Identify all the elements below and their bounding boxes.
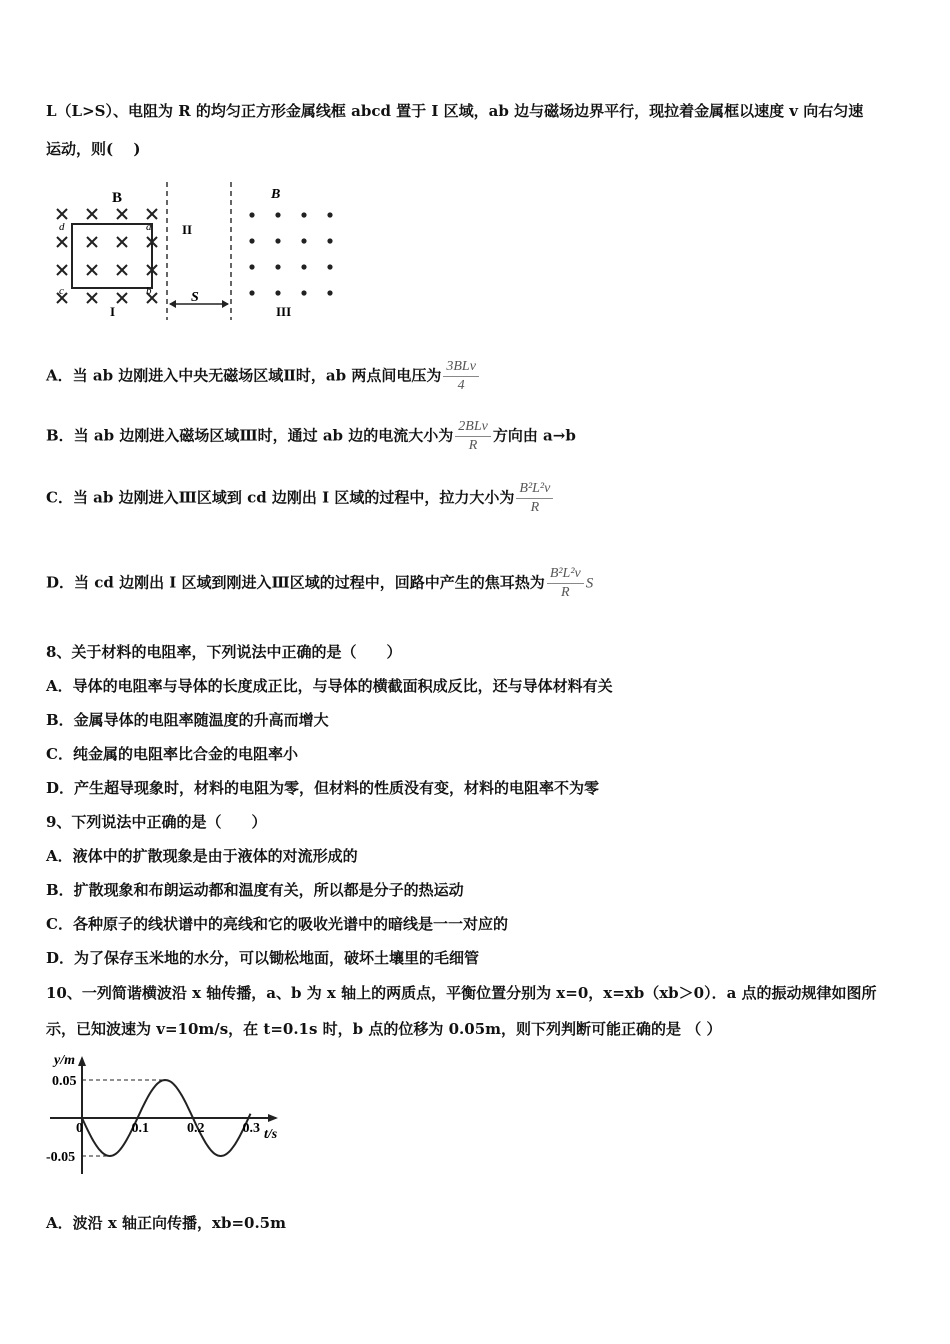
- label-corner-a: a: [146, 221, 152, 233]
- q7-option-b-text: B．当 ab 边刚进入磁场区域Ⅲ时，通过 ab 边的电流大小为: [46, 426, 454, 445]
- q9-stem: 9、下列说法中正确的是（ ）: [46, 813, 267, 831]
- label-corner-b: b: [146, 285, 152, 297]
- x-tick-label: 0: [76, 1121, 83, 1136]
- fraction-numerator: B²L²v: [516, 480, 553, 499]
- label-b-field-1: B: [112, 190, 123, 206]
- label-gap-s: S: [191, 290, 199, 305]
- q7-intro-line1: L（L>S）、电阻为 R 的均匀正方形金属线框 abcd 置于 I 区域，ab 边与磁场边界平行，现拉着金属框以速度 v 向右匀速: [46, 102, 864, 120]
- field-dot-mark: [275, 264, 280, 269]
- fraction-denominator: 4: [457, 378, 465, 393]
- x-tick-label: 0.2: [187, 1121, 205, 1136]
- q7-option-d-text: D．当 cd 边刚出 I 区域到刚进入Ⅲ区域的过程中，回路中产生的焦耳热为: [46, 573, 545, 592]
- wire-frame-abcd: [72, 224, 152, 288]
- q8-option-d: D．产生超导现象时，材料的电阻为零，但材料的性质没有变，材料的电阻率不为零: [46, 779, 600, 797]
- field-cross-mark: [57, 237, 67, 247]
- fraction-numerator: 2BLv: [455, 418, 491, 437]
- q8-option-b: B．金属导体的电阻率随温度的升高而增大: [46, 711, 329, 729]
- field-cross-mark: [87, 293, 97, 303]
- x-axis-arrow: [268, 1114, 278, 1122]
- vibration-graph: [40, 1050, 290, 1180]
- field-dot-mark: [249, 264, 254, 269]
- q7-option-c-fraction: [516, 480, 553, 517]
- x-tick-label: 0.1: [131, 1121, 149, 1136]
- magnetic-field-figure: [50, 180, 350, 325]
- field-cross-mark: [147, 209, 157, 219]
- field-dot-mark: [301, 238, 306, 243]
- field-dot-mark: [327, 212, 332, 217]
- field-cross-mark: [87, 209, 97, 219]
- q10-option-a: A．波沿 x 轴正向传播，xb=0.5m: [46, 1214, 286, 1232]
- label-corner-d: d: [59, 221, 65, 233]
- q7-option-d-fraction: [547, 565, 584, 602]
- q7-option-a-fraction: [443, 358, 479, 395]
- y-axis-label: y/m: [54, 1053, 75, 1068]
- field-dot-mark: [249, 212, 254, 217]
- y-tick-label: 0.05: [52, 1074, 77, 1089]
- fraction-denominator: R: [530, 500, 540, 515]
- field-dots: [249, 212, 332, 295]
- field-dot-mark: [275, 238, 280, 243]
- field-cross-mark: [87, 237, 97, 247]
- field-dot-mark: [275, 212, 280, 217]
- fraction-denominator: R: [561, 585, 570, 600]
- q7-intro-line2: 运动，则( ): [46, 140, 141, 158]
- fraction-denominator: R: [468, 438, 478, 453]
- label-region-1: I: [110, 304, 116, 319]
- q7-option-b-fraction: [455, 418, 491, 455]
- q10-stem-line2: 示，已知波速为 v=10m/s，在 t=0.1s 时，b 点的位移为 0.05m，则下列判断可能正确的是 （ ）: [46, 1020, 722, 1038]
- x-axis-label: t/s: [264, 1127, 278, 1142]
- field-cross-mark: [57, 265, 67, 275]
- field-cross-mark: [87, 265, 97, 275]
- field-cross-mark: [117, 209, 127, 219]
- field-dot-mark: [275, 290, 280, 295]
- field-cross-mark: [117, 237, 127, 247]
- q7-option-d: [46, 565, 593, 602]
- label-b-field-2: B: [271, 187, 281, 202]
- q7-option-c: [46, 480, 555, 517]
- field-cross-mark: [117, 293, 127, 303]
- q7-option-b: [46, 418, 576, 455]
- q9-option-d: D．为了保存玉米地的水分，可以锄松地面，破坏土壤里的毛细管: [46, 949, 480, 967]
- field-dot-mark: [249, 290, 254, 295]
- field-dot-mark: [249, 238, 254, 243]
- q8-option-a: A．导体的电阻率与导体的长度成正比，与导体的横截面积成反比，还与导体材料有关: [46, 677, 613, 695]
- label-region-3: III: [276, 304, 292, 319]
- q7-option-a-text: A．当 ab 边刚进入中央无磁场区域Ⅱ时，ab 两点间电压为: [46, 366, 442, 385]
- label-corner-c: c: [59, 285, 64, 297]
- field-dot-mark: [301, 212, 306, 217]
- q10-stem-line1: 10、一列简谐横波沿 x 轴传播，a、b 为 x 轴上的两质点，平衡位置分别为 x=0，x=xb（xb＞0）．a 点的振动规律如图所: [46, 984, 877, 1002]
- y-axis-arrow: [78, 1056, 86, 1066]
- fraction-numerator: 3BLv: [443, 358, 479, 377]
- q9-option-b: B．扩散现象和布朗运动都和温度有关，所以都是分子的热运动: [46, 881, 464, 899]
- field-cross-mark: [117, 265, 127, 275]
- y-tick-label: -0.05: [46, 1150, 76, 1165]
- q9-option-a: A．液体中的扩散现象是由于液体的对流形成的: [46, 847, 358, 865]
- fraction-numerator: B²L²v: [547, 565, 584, 584]
- field-dot-mark: [327, 264, 332, 269]
- field-dot-mark: [327, 290, 332, 295]
- q7-option-c-text: C．当 ab 边刚进入Ⅲ区域到 cd 边刚出 I 区域的过程中，拉力大小为: [46, 488, 515, 507]
- q7-option-b-direction: 方向由 a→b: [492, 426, 576, 445]
- x-tick-label: 0.3: [242, 1121, 260, 1136]
- q8-option-c: C．纯金属的电阻率比合金的电阻率小: [46, 745, 298, 763]
- q9-option-c: C．各种原子的线状谱中的亮线和它的吸收光谱中的暗线是一一对应的: [46, 915, 508, 933]
- q7-option-d-s: S: [585, 575, 594, 592]
- label-region-2: II: [182, 222, 193, 237]
- q7-option-a: [46, 358, 481, 395]
- field-dot-mark: [327, 238, 332, 243]
- field-dot-mark: [301, 264, 306, 269]
- field-cross-mark: [57, 209, 67, 219]
- field-dot-mark: [301, 290, 306, 295]
- q8-stem: 8、关于材料的电阻率，下列说法中正确的是（ ）: [46, 643, 402, 661]
